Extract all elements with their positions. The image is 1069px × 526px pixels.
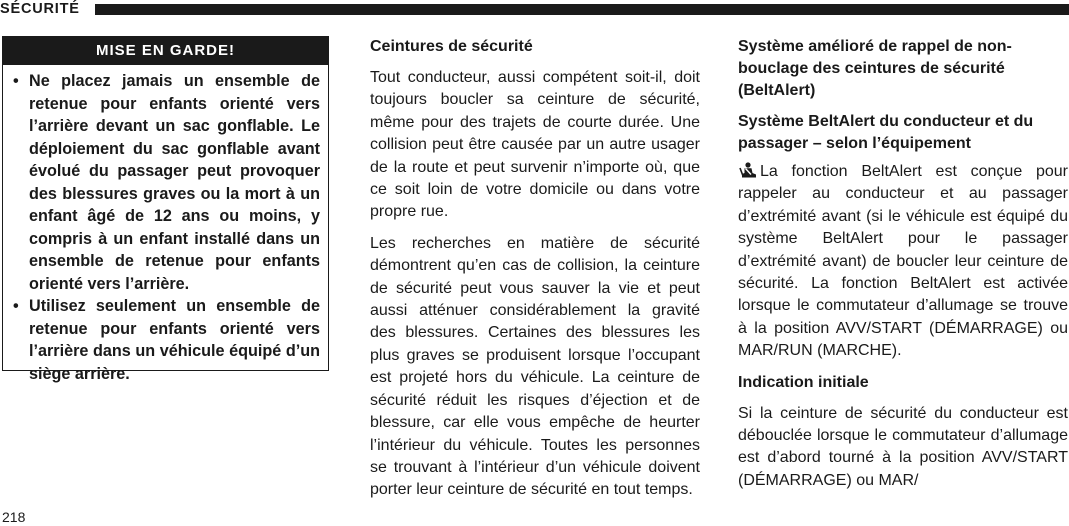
warning-title: MISE EN GARDE! bbox=[3, 37, 328, 65]
seatbelt-warning-icon bbox=[738, 162, 758, 178]
body-paragraph: Les recherches en matière de sécurité démontrent qu’en cas de collision, la ceinture de sécurité peut vous sauver la vie et peut aussi atténuer considérablement la gravité des blessures. Certaines des blessures les plus graves se produisent lorsque l’occupant est projeté hors du véhicule. La ceinture de sécurité réduit les risques d’éjection et de blessure, car elle vous empêche de heurter l’intérieur du véhicule. Toutes les personnes se trouvant à l’intérieur d’un véhicule doivent porter leur ceinture de sécurité en tout temps. bbox=[370, 234, 700, 499]
body-paragraph bbox=[738, 161, 1068, 363]
warning-item: • Ne placez jamais un ensemble de retenue pour enfants orienté vers l’arrière devant un sac gonflable. Le déploiement du sac gonflable avant évolué du passager peut provoquer des blessures graves ou la mort à un enfant âgé de 12 ans ou moins, y compris à un enfant installé dans un ensemble de retenue pour enfants orienté vers l’arrière. bbox=[13, 70, 320, 295]
right-column bbox=[738, 36, 1068, 492]
middle-column bbox=[370, 36, 700, 502]
subsection-heading: Indication initiale bbox=[738, 373, 869, 391]
warning-item: • Utilisez seulement un ensemble de retenue pour enfants orienté vers l’arrière dans un véhicule équipé d’un siège arrière. bbox=[13, 295, 320, 385]
section-title: SÉCURITÉ bbox=[0, 1, 80, 17]
header-rule bbox=[95, 4, 1069, 15]
page-number: 218 bbox=[2, 509, 26, 525]
section-heading: Système amélioré de rappel de non-bouclage des ceintures de sécurité (BeltAlert) bbox=[738, 38, 1012, 99]
subsection-heading: Système BeltAlert du conducteur et du passager – selon l’équipement bbox=[738, 113, 1034, 152]
warning-box bbox=[2, 36, 329, 383]
body-paragraph: Si la ceinture de sécurité du conducteur est débouclée lorsque le commutateur d’allumage est d’abord tourné à la position AVV/START (DÉMARRAGE) ou MAR/ bbox=[738, 404, 1068, 489]
warning-list bbox=[3, 65, 328, 385]
body-paragraph: Tout conducteur, aussi compétent soit-il, doit toujours boucler sa ceinture de sécurité, même pour des trajets de courte durée. Une collision peut être causée par un autre usager de la route et peut survenir n’importe où, que ce soit loin de votre domicile ou dans votre propre rue. bbox=[370, 69, 700, 221]
section-heading: Ceintures de sécurité bbox=[370, 38, 533, 55]
paragraph-text: La fonction BeltAlert est conçue pour rappeler au conducteur et au passager d’extrémité avant (si le véhicule est équipé du système BeltAlert pour le passager d’extrémité avant) de boucler leur ceinture de sécurité. La fonction BeltAlert est activée lorsque le commutateur d’allumage se trouve à la position AVV/START (DÉMARRAGE) ou MAR/RUN (MARCHE). bbox=[738, 163, 1068, 360]
